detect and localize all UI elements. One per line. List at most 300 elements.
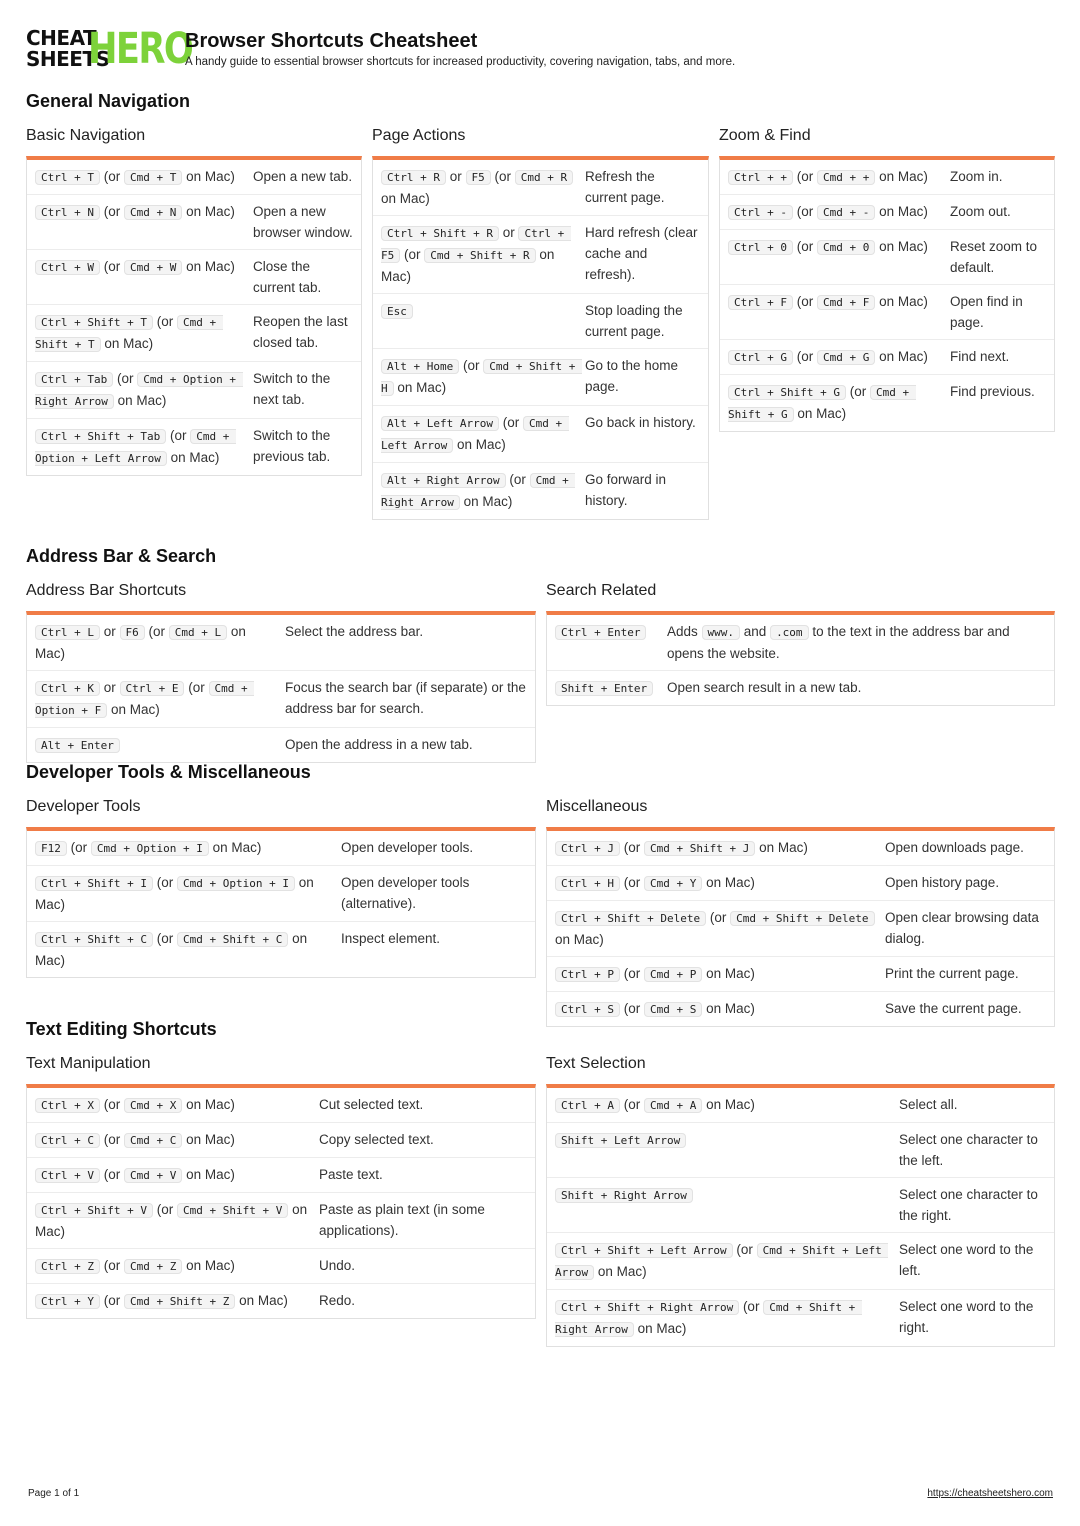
shortcut-row: [27, 1284, 535, 1318]
shortcut-row: [27, 305, 361, 362]
shortcut-keys: [35, 1094, 311, 1116]
shortcut-keys: [555, 837, 877, 859]
shortcut-description: Select all.: [899, 1097, 958, 1112]
shortcut-description: Open clear browsing data dialog.: [885, 910, 1039, 946]
key-combo: Cmd + N: [124, 205, 182, 220]
key-text: (or: [99, 1293, 124, 1308]
logo-line-cheat: CHEAT: [26, 26, 97, 50]
shortcut-description: Copy selected text.: [319, 1132, 434, 1147]
key-text: on Mac): [875, 239, 928, 254]
shortcut-row: [547, 1233, 1054, 1290]
shortcut-description: Cut selected text.: [319, 1097, 424, 1112]
shortcut-keys: [35, 425, 245, 469]
shortcut-table: [546, 1084, 1055, 1347]
shortcut-keys: [381, 355, 582, 399]
key-combo: Cmd + Option + Right Arrow: [35, 373, 243, 408]
shortcut-keys: [555, 963, 877, 985]
key-text: Adds: [667, 624, 702, 639]
shortcut-description: Paste text.: [319, 1167, 383, 1182]
key-text: or: [99, 680, 120, 695]
shortcut-row: [27, 1123, 535, 1158]
key-combo: Alt + Enter: [35, 738, 120, 753]
cheatsheetshero-logo[interactable]: [26, 24, 193, 74]
shortcut-keys: [555, 907, 877, 950]
shortcut-description: Inspect element.: [341, 931, 441, 946]
key-text: (or: [792, 294, 817, 309]
key-combo: Ctrl + G: [728, 350, 793, 365]
key-text: (or: [99, 169, 124, 184]
shortcut-table: [26, 611, 536, 763]
shortcut-description: Zoom out.: [950, 204, 1011, 219]
shortcut-description: Open developer tools.: [341, 840, 474, 855]
key-text: (or: [66, 840, 91, 855]
key-text: or: [445, 169, 466, 184]
key-combo: Esc: [381, 304, 413, 319]
shortcut-description: Select one character to the right.: [899, 1187, 1038, 1223]
footer-link[interactable]: https://cheatsheetshero.com: [927, 1488, 1053, 1499]
key-combo: Cmd + A: [644, 1098, 702, 1113]
shortcut-row: [373, 463, 708, 519]
key-combo: Ctrl + Shift + C: [35, 932, 153, 947]
key-combo: Ctrl + X: [35, 1098, 100, 1113]
key-text: on Mac): [875, 169, 928, 184]
shortcut-description: Switch to the next tab.: [253, 371, 331, 407]
key-combo: Ctrl + H: [555, 876, 620, 891]
key-combo: Ctrl + Shift + I: [35, 876, 153, 891]
shortcut-keys: [35, 166, 245, 188]
shortcut-description: Open history page.: [885, 875, 1000, 890]
key-text: on Mac): [113, 393, 167, 408]
key-text: (or: [792, 169, 817, 184]
key-text: on Mac): [393, 380, 447, 395]
page-subtitle: A handy guide to essential browser shortcuts for increased productivity, covering navigation, tabs, and more.: [185, 56, 736, 68]
key-combo: Ctrl + S: [555, 1002, 620, 1017]
shortcut-keys: [381, 222, 577, 287]
key-text: on Mac): [166, 450, 220, 465]
key-combo: Cmd + F: [817, 295, 875, 310]
shortcut-keys: [381, 166, 577, 209]
key-text: (or: [459, 358, 484, 373]
shortcut-row: [547, 1088, 1054, 1123]
key-combo: Cmd + Option + I: [177, 876, 295, 891]
shortcut-keys: [728, 381, 942, 425]
card-title: Text Selection: [546, 1055, 646, 1072]
shortcut-row: [373, 406, 708, 463]
shortcut-description: Save the current page.: [885, 1001, 1022, 1016]
key-combo: Cmd + Y: [644, 876, 702, 891]
shortcut-description: Reopen the last closed tab.: [253, 314, 348, 350]
key-combo: Cmd + W: [124, 260, 182, 275]
card-address-bar-shortcuts: [26, 581, 536, 763]
key-text: on Mac): [702, 966, 755, 981]
key-combo: Ctrl + Shift + Tab: [35, 429, 166, 444]
card-search-related: [546, 581, 1055, 706]
key-combo: Cmd + V: [124, 1168, 182, 1183]
key-text: on Mac): [875, 294, 928, 309]
key-combo: Ctrl + 0: [728, 240, 793, 255]
key-combo: Ctrl + +: [728, 170, 793, 185]
key-text: (or: [619, 840, 644, 855]
shortcut-description: Open find in page.: [950, 294, 1023, 330]
key-combo: Ctrl + Shift + V: [35, 1203, 153, 1218]
shortcut-row: [373, 349, 708, 406]
key-combo: Ctrl + C: [35, 1133, 100, 1148]
shortcut-row: [547, 1290, 1054, 1346]
key-combo: Cmd + Option + I: [91, 841, 209, 856]
shortcut-keys: [35, 677, 277, 721]
shortcut-description: Close the current tab.: [253, 259, 322, 295]
key-text: (or: [99, 1258, 124, 1273]
card-zoom-find: [719, 126, 1055, 432]
key-combo: F5: [466, 170, 491, 185]
shortcut-table: [546, 827, 1055, 1027]
shortcut-description: Open the address in a new tab.: [285, 737, 473, 752]
key-combo: Cmd + Z: [124, 1259, 182, 1274]
shortcut-description: Switch to the previous tab.: [253, 428, 331, 464]
key-combo: Cmd + Shift + V: [177, 1203, 288, 1218]
key-combo: Cmd + -: [817, 205, 875, 220]
key-combo: Cmd + Shift + H: [381, 360, 582, 395]
key-text: (or: [99, 1097, 124, 1112]
key-combo: F12: [35, 841, 67, 856]
shortcut-row: [547, 901, 1054, 957]
card-text-manipulation: [26, 1054, 536, 1319]
key-combo: Shift + Enter: [555, 681, 653, 696]
key-text: (or: [99, 1167, 124, 1182]
key-text: on Mac): [702, 875, 755, 890]
card-page-actions: [372, 126, 709, 520]
key-text: on Mac): [182, 169, 235, 184]
key-combo: Cmd + Left Arrow: [381, 417, 569, 452]
key-text: (or: [498, 415, 523, 430]
card-developer-tools: [26, 797, 536, 978]
card-title: Address Bar Shortcuts: [26, 582, 187, 599]
key-text: (or: [152, 875, 177, 890]
shortcut-description: Open a new tab.: [253, 169, 353, 184]
key-text: on Mac): [793, 406, 847, 421]
key-combo: Cmd + Shift + Right Arrow: [555, 1301, 862, 1336]
key-combo: Ctrl + Shift + R: [381, 226, 499, 241]
shortcut-keys: [35, 1255, 311, 1277]
key-combo: Ctrl + F5: [381, 227, 571, 262]
shortcut-keys: [381, 412, 577, 456]
shortcut-keys: [728, 346, 942, 368]
card-title: Zoom & Find: [719, 127, 811, 144]
key-text: (or: [619, 1097, 644, 1112]
key-combo: Ctrl + L: [35, 625, 100, 640]
shortcut-table: [26, 827, 536, 978]
key-text: (or: [792, 204, 817, 219]
key-text: on Mac): [594, 1264, 647, 1279]
shortcut-description: Open developer tools (alternative).: [341, 875, 470, 911]
shortcut-keys: [555, 1184, 891, 1226]
key-combo: Ctrl + N: [35, 205, 100, 220]
key-combo: Ctrl + J: [555, 841, 620, 856]
shortcut-keys: [381, 469, 577, 513]
key-combo: Cmd + Option + F: [35, 682, 255, 717]
shortcut-keys: [35, 928, 333, 971]
card-title: Basic Navigation: [26, 127, 146, 144]
key-combo: Cmd + P: [644, 967, 702, 982]
key-combo: Ctrl + Shift + Delete: [555, 911, 706, 926]
key-text: (or: [706, 910, 731, 925]
key-text: (or: [792, 239, 817, 254]
shortcut-row: [720, 195, 1054, 230]
key-combo: Cmd + Option + Left Arrow: [35, 430, 236, 465]
key-text: (or: [739, 1299, 764, 1314]
key-combo: Ctrl + Y: [35, 1294, 100, 1309]
key-text: on Mac): [755, 840, 808, 855]
key-text: (or: [152, 1202, 177, 1217]
shortcut-row: [720, 375, 1054, 431]
card-miscellaneous: [546, 797, 1055, 1027]
key-combo: Cmd + C: [124, 1133, 182, 1148]
key-text: (or: [619, 966, 644, 981]
key-text: on Mac): [208, 840, 262, 855]
key-combo: Cmd + Shift + T: [35, 316, 223, 351]
shortcut-row: [27, 866, 535, 922]
shortcut-keys: [35, 311, 245, 355]
shortcut-keys: [555, 621, 659, 664]
shortcut-description: Hard refresh (clear cache and refresh).: [585, 225, 698, 282]
key-combo: www.: [702, 625, 741, 640]
shortcut-keys: [35, 368, 245, 412]
page-title: Browser Shortcuts Cheatsheet: [185, 30, 478, 52]
shortcut-keys: [555, 872, 877, 894]
shortcut-description: Paste as plain text (in some applications).: [319, 1202, 485, 1238]
shortcut-row: [27, 195, 361, 250]
key-text: on Mac): [182, 1167, 235, 1182]
key-combo: Cmd + Shift + C: [177, 932, 288, 947]
shortcut-description: Find next.: [950, 349, 1010, 364]
shortcut-row: [27, 615, 535, 671]
shortcut-keys: [381, 300, 577, 342]
key-text: (or: [99, 259, 124, 274]
shortcut-keys: [555, 1296, 891, 1340]
key-text: on Mac): [35, 931, 308, 968]
key-text: on Mac): [107, 702, 160, 717]
key-combo: Cmd + +: [817, 170, 875, 185]
shortcut-row: [27, 922, 535, 977]
footer-page-number: Page 1 of 1: [28, 1488, 80, 1499]
shortcut-keys: [35, 837, 333, 859]
card-basic-navigation: [26, 126, 362, 476]
key-combo: Ctrl + E: [120, 681, 185, 696]
key-combo: Cmd + Shift + Left Arrow: [555, 1244, 889, 1279]
key-text: (or: [166, 428, 191, 443]
key-combo: Ctrl + Enter: [555, 625, 646, 640]
logo-hero: HERO: [88, 24, 193, 74]
key-text: (or: [732, 1242, 757, 1257]
shortcut-keys: [728, 291, 942, 333]
shortcut-keys: [35, 201, 245, 243]
key-text: on Mac): [182, 1258, 235, 1273]
shortcut-row: [27, 1158, 535, 1193]
key-combo: Cmd + G: [817, 350, 875, 365]
shortcut-description: Zoom in.: [950, 169, 1003, 184]
shortcut-row: [720, 160, 1054, 195]
key-combo: Ctrl + Shift + Right Arrow: [555, 1300, 739, 1315]
shortcut-row: [27, 160, 361, 195]
shortcut-keys: [555, 677, 659, 699]
key-combo: Ctrl + Shift + Left Arrow: [555, 1243, 733, 1258]
shortcut-keys: [35, 621, 277, 664]
key-text: or: [498, 225, 519, 240]
key-text: on Mac): [35, 1202, 308, 1239]
shortcut-keys: [728, 166, 942, 188]
shortcut-table: [372, 156, 709, 520]
key-text: on Mac): [35, 875, 314, 912]
shortcut-row: [547, 615, 1054, 671]
key-combo: Shift + Right Arrow: [555, 1188, 693, 1203]
key-combo: Ctrl + Tab: [35, 372, 113, 387]
shortcut-keys: [35, 872, 333, 915]
shortcut-row: [27, 671, 535, 728]
section-address-bar-search: Address Bar & Search: [26, 546, 217, 566]
shortcut-row: [720, 230, 1054, 285]
key-combo: Cmd + 0: [817, 240, 875, 255]
key-combo: F6: [120, 625, 145, 640]
shortcut-keys: [555, 1239, 891, 1283]
key-text: on Mac): [235, 1293, 288, 1308]
key-text: (or: [99, 204, 124, 219]
key-combo: Cmd + S: [644, 1002, 702, 1017]
section-text-editing: Text Editing Shortcuts: [26, 1019, 217, 1039]
key-combo: Cmd + T: [124, 170, 182, 185]
card-title: Developer Tools: [26, 798, 141, 815]
key-combo: Cmd + Right Arrow: [381, 474, 576, 509]
shortcut-keys: [35, 1199, 311, 1242]
key-text: (or: [113, 371, 138, 386]
key-text: on Mac): [555, 932, 604, 947]
shortcut-keys: [555, 1094, 891, 1116]
key-text: to the text in the address bar and opens the website.: [667, 624, 1010, 661]
key-text: and: [740, 624, 771, 639]
key-text: on Mac): [453, 437, 506, 452]
shortcut-description: Print the current page.: [885, 966, 1019, 981]
shortcut-keys: [35, 1164, 311, 1186]
title-block: [185, 28, 985, 68]
key-text: on Mac): [182, 1132, 235, 1147]
key-text: on Mac): [875, 349, 928, 364]
shortcut-description: Open search result in a new tab.: [667, 680, 862, 695]
section-general-navigation: General Navigation: [26, 91, 191, 111]
shortcut-row: [547, 1123, 1054, 1178]
shortcut-description: Undo.: [319, 1258, 356, 1273]
key-combo: Ctrl + T: [35, 170, 100, 185]
key-combo: Cmd + Shift + Delete: [730, 911, 874, 926]
key-combo: Ctrl + A: [555, 1098, 620, 1113]
key-combo: .com: [770, 625, 809, 640]
key-combo: Ctrl + K: [35, 681, 100, 696]
key-text: on Mac): [182, 259, 235, 274]
key-text: (or: [792, 349, 817, 364]
shortcut-row: [373, 216, 708, 294]
key-text: on Mac): [182, 1097, 235, 1112]
key-combo: Cmd + Shift + J: [644, 841, 755, 856]
key-text: on Mac): [182, 204, 235, 219]
shortcut-row: [27, 728, 535, 762]
shortcut-row: [27, 1088, 535, 1123]
shortcut-description: Open downloads page.: [885, 840, 1024, 855]
key-text: on Mac): [633, 1321, 687, 1336]
key-text: (or: [490, 169, 515, 184]
shortcut-row: [547, 1178, 1054, 1233]
key-combo: Ctrl + R: [381, 170, 446, 185]
shortcut-row: [720, 340, 1054, 375]
key-text: (or: [152, 931, 177, 946]
key-text: or: [99, 624, 120, 639]
key-text: on Mac): [875, 204, 928, 219]
shortcut-description: Stop loading the current page.: [585, 303, 683, 339]
key-combo: Cmd + Shift + G: [728, 386, 916, 421]
key-text: on Mac): [702, 1001, 755, 1016]
shortcut-description: Redo.: [319, 1293, 356, 1308]
section-developer-tools-misc: Developer Tools & Miscellaneous: [26, 762, 311, 782]
shortcut-row: [720, 285, 1054, 340]
card-title: Text Manipulation: [26, 1055, 151, 1072]
shortcut-row: [27, 250, 361, 305]
key-combo: Ctrl + Shift + T: [35, 315, 153, 330]
shortcut-row: [547, 957, 1054, 992]
logo-line-sheets: SHEETS: [26, 47, 110, 71]
shortcut-description: Go forward in history.: [585, 472, 667, 508]
key-combo: Cmd + R: [515, 170, 573, 185]
shortcut-row: [373, 160, 708, 216]
key-combo: Alt + Right Arrow: [381, 473, 506, 488]
key-combo: Cmd + Shift + Z: [124, 1294, 235, 1309]
shortcut-table: [26, 156, 362, 476]
key-text: (or: [845, 384, 870, 399]
shortcut-row: [27, 1193, 535, 1249]
card-title: Page Actions: [372, 127, 466, 144]
key-text: on Mac): [702, 1097, 755, 1112]
shortcut-keys: [35, 1129, 311, 1151]
key-text: (or: [99, 1132, 124, 1147]
key-text: (or: [505, 472, 530, 487]
shortcut-row: [27, 1249, 535, 1284]
key-text: on Mac): [381, 247, 555, 284]
key-combo: Ctrl + W: [35, 260, 100, 275]
key-text: (or: [184, 680, 209, 695]
key-text: (or: [619, 875, 644, 890]
shortcut-description: Select the address bar.: [285, 624, 424, 639]
shortcut-row: [547, 831, 1054, 866]
key-text: on Mac): [35, 624, 246, 661]
shortcut-keys: [35, 1290, 311, 1312]
shortcut-row: [547, 866, 1054, 901]
shortcut-description: Select one character to the left.: [899, 1132, 1038, 1168]
key-combo: Ctrl + Shift + G: [728, 385, 846, 400]
shortcut-table: [546, 611, 1055, 706]
card-title: Miscellaneous: [546, 798, 648, 815]
key-combo: Ctrl + P: [555, 967, 620, 982]
shortcut-description: Select one word to the right.: [899, 1299, 1034, 1335]
key-text: on Mac): [459, 494, 513, 509]
key-text: on Mac): [381, 191, 430, 206]
key-combo: Cmd + Shift + R: [424, 248, 535, 263]
shortcut-description: Focus the search bar (if separate) or the address bar for search.: [285, 680, 526, 716]
key-text: (or: [144, 624, 169, 639]
key-combo: Ctrl + Z: [35, 1259, 100, 1274]
shortcut-row: [373, 294, 708, 349]
key-combo: Ctrl + F: [728, 295, 793, 310]
shortcut-row: [547, 992, 1054, 1026]
shortcut-row: [27, 831, 535, 866]
shortcut-description: Open a new browser window.: [253, 204, 353, 240]
key-text: (or: [619, 1001, 644, 1016]
shortcut-description: Go back in history.: [585, 415, 696, 430]
